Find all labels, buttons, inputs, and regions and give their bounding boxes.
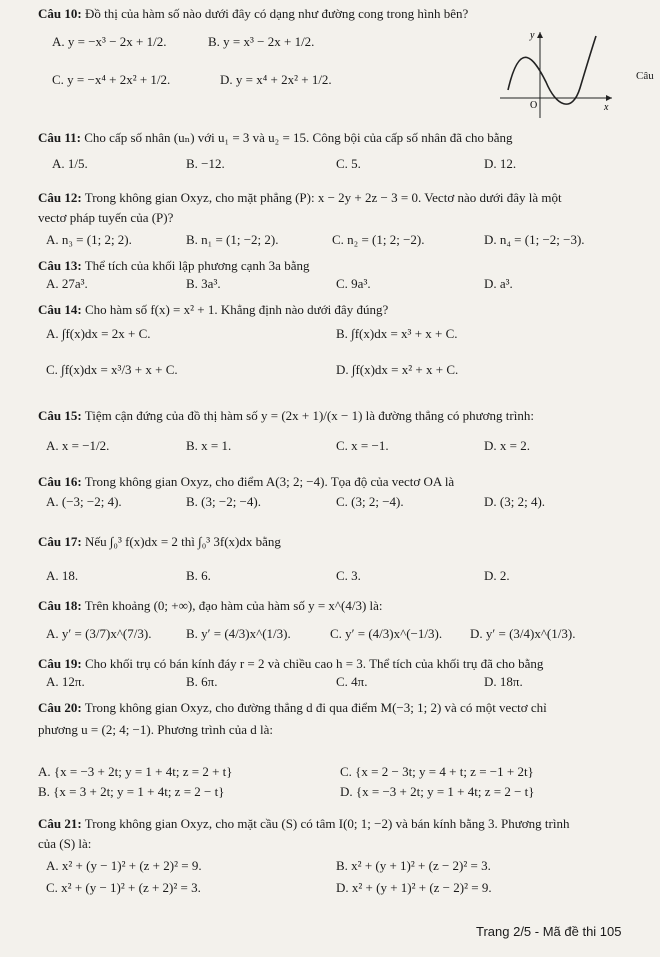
question-10 <box>38 6 468 22</box>
option: D. 18π. <box>484 674 523 689</box>
question-text: Cho khối trụ có bán kính đáy r = 2 và chiều cao h = 3. Thể tích của khối trụ đã cho bằng <box>84 656 544 671</box>
question-11 <box>38 130 513 146</box>
option: B. n₁ = (1; −2; 2). <box>186 232 279 247</box>
option: C. n₂ = (1; 2; −2). <box>332 232 425 247</box>
option: A. {x = −3 + 2t; y = 1 + 4t; z = 2 + t} <box>38 764 233 779</box>
question-text: Trong không gian Oxyz, cho mặt cầu (S) có tâm I(0; 1; −2) và bán kính bằng 3. Phương trình <box>84 816 570 831</box>
side-fragment: Câu <box>636 70 654 82</box>
question-text: Đồ thị của hàm số nào dưới đây có dạng như đường cong trong hình bên? <box>84 6 469 21</box>
option: B. y′ = (4/3)x^(1/3). <box>186 626 291 641</box>
option: C. x² + (y − 1)² + (z + 2)² = 3. <box>46 880 201 895</box>
option: C. y′ = (4/3)x^(−1/3). <box>330 626 443 641</box>
option: B. −12. <box>186 156 225 171</box>
option: A. ∫f(x)dx = 2x + C. <box>46 326 151 341</box>
origin-label: O <box>530 100 538 111</box>
option: C. ∫f(x)dx = x³/3 + x + C. <box>46 362 178 377</box>
question-18 <box>38 598 383 614</box>
option: C. x = −1. <box>336 438 389 453</box>
option: D. {x = −3 + 2t; y = 1 + 4t; z = 2 − t} <box>340 784 535 799</box>
x-axis-label: x <box>604 102 609 113</box>
option: B. x² + (y + 1)² + (z − 2)² = 3. <box>336 858 491 873</box>
question-label: Câu 18: <box>38 598 82 613</box>
option: C. (3; 2; −4). <box>336 494 404 509</box>
option: D. 2. <box>484 568 510 583</box>
option: D. y′ = (3/4)x^(1/3). <box>470 626 576 641</box>
question-text: Nếu ∫₀³ f(x)dx = 2 thì ∫₀³ 3f(x)dx bằng <box>84 534 281 549</box>
option: D. x = 2. <box>484 438 530 453</box>
option: B. y = x³ − 2x + 1/2. <box>208 34 315 49</box>
option: A. 18. <box>46 568 79 583</box>
question-label: Câu 16: <box>38 474 82 489</box>
question-text: Trên khoảng (0; +∞), đạo hàm của hàm số y = x^(4/3) là: <box>84 598 383 613</box>
option: B. ∫f(x)dx = x³ + x + C. <box>336 326 458 341</box>
option: A. y′ = (3/7)x^(7/3). <box>46 626 152 641</box>
question-15 <box>38 408 534 424</box>
question-16 <box>38 474 454 490</box>
option: C. 4π. <box>336 674 368 689</box>
option: A. x = −1/2. <box>46 438 110 453</box>
option: D. a³. <box>484 276 513 291</box>
option: A. n₃ = (1; 2; 2). <box>46 232 132 247</box>
question-text: Thể tích của khối lập phương cạnh 3a bằng <box>84 258 310 273</box>
option: D. ∫f(x)dx = x² + x + C. <box>336 362 459 377</box>
y-axis-label: y <box>530 30 535 41</box>
question-text: Trong không gian Oxyz, cho mặt phẳng (P): x − 2y + 2z − 3 = 0. Vectơ nào dưới đây là một <box>84 190 562 205</box>
option: A. (−3; −2; 4). <box>46 494 122 509</box>
option: D. x² + (y + 1)² + (z − 2)² = 9. <box>336 880 492 895</box>
question-text: Tiệm cận đứng của đồ thị hàm số y = (2x + 1)/(x − 1) là đường thẳng có phương trình: <box>84 408 534 423</box>
option: B. 6π. <box>186 674 218 689</box>
question-label: Câu 11: <box>38 130 81 145</box>
question-12 <box>38 190 562 206</box>
question-text: Trong không gian Oxyz, cho đường thẳng d đi qua điểm M(−3; 1; 2) và có một vectơ chỉ <box>84 700 547 715</box>
option: A. 12π. <box>46 674 85 689</box>
question-text-cont: vectơ pháp tuyến của (P)? <box>38 210 174 225</box>
question-label: Câu 12: <box>38 190 82 205</box>
question-label: Câu 10: <box>38 6 82 21</box>
question-13 <box>38 258 309 274</box>
option: A. y = −x³ − 2x + 1/2. <box>52 34 167 49</box>
question-text-cont: của (S) là: <box>38 836 92 851</box>
question-label: Câu 17: <box>38 534 82 549</box>
question-19 <box>38 656 543 672</box>
question-text: Cho cấp số nhân (uₙ) với u₁ = 3 và u₂ = 15. Công bội của cấp số nhân đã cho bằng <box>84 130 513 145</box>
option: D. y = x⁴ + 2x² + 1/2. <box>220 72 332 87</box>
option: B. (3; −2; −4). <box>186 494 261 509</box>
graph-figure <box>500 28 618 120</box>
option: C. y = −x⁴ + 2x² + 1/2. <box>52 72 171 87</box>
option: C. 9a³. <box>336 276 371 291</box>
question-14 <box>38 302 388 318</box>
option: A. 27a³. <box>46 276 88 291</box>
page-footer: Trang 2/5 - Mã đề thi 105 <box>476 924 622 939</box>
question-20 <box>38 700 547 716</box>
option: B. 3a³. <box>186 276 221 291</box>
option: C. 5. <box>336 156 361 171</box>
option: D. (3; 2; 4). <box>484 494 546 509</box>
option: B. x = 1. <box>186 438 232 453</box>
option: D. n₄ = (1; −2; −3). <box>484 232 585 247</box>
option: D. 12. <box>484 156 517 171</box>
question-label: Câu 19: <box>38 656 82 671</box>
question-text: Trong không gian Oxyz, cho điểm A(3; 2; −4). Tọa độ của vectơ OA là <box>84 474 455 489</box>
question-label: Câu 15: <box>38 408 82 423</box>
option: C. 3. <box>336 568 361 583</box>
question-label: Câu 13: <box>38 258 82 273</box>
option: B. {x = 3 + 2t; y = 1 + 4t; z = 2 − t} <box>38 784 225 799</box>
curve <box>508 36 596 104</box>
question-text-cont: phương u = (2; 4; −1). Phương trình của d là: <box>38 722 273 737</box>
question-label: Câu 14: <box>38 302 82 317</box>
option: B. 6. <box>186 568 211 583</box>
option: A. 1/5. <box>52 156 88 171</box>
option: A. x² + (y − 1)² + (z + 2)² = 9. <box>46 858 202 873</box>
option: C. {x = 2 − 3t; y = 4 + t; z = −1 + 2t} <box>340 764 534 779</box>
question-label: Câu 20: <box>38 700 82 715</box>
question-text: Cho hàm số f(x) = x² + 1. Khẳng định nào dưới đây đúng? <box>84 302 389 317</box>
question-21 <box>38 816 569 832</box>
question-label: Câu 21: <box>38 816 82 831</box>
question-17 <box>38 534 281 550</box>
